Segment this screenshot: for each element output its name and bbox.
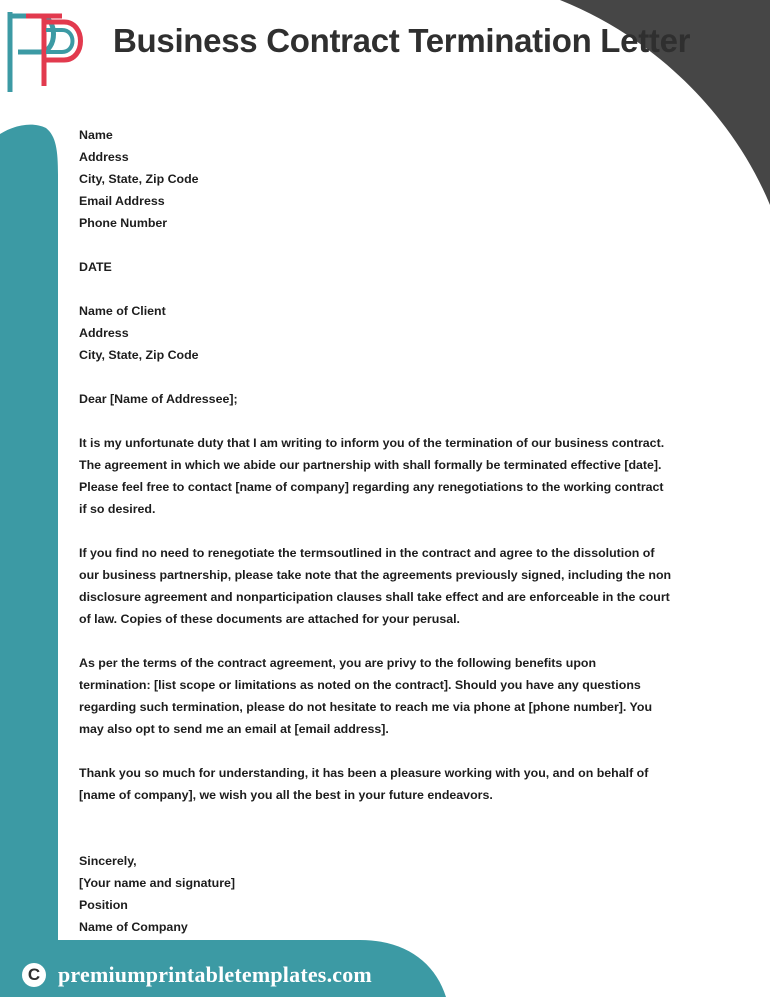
site-link[interactable]: premiumprintabletemplates.com: [58, 962, 372, 987]
paragraph-line: As per the terms of the contract agreement, you are privy to the following benefits upon: [79, 656, 597, 670]
copyright-icon: C: [22, 963, 46, 987]
paragraph-3: [79, 652, 669, 740]
recipient-name: Name of Client: [79, 304, 166, 318]
page-title: Business Contract Termination Letter: [113, 22, 691, 59]
paragraph-line: of law. Copies of these documents are attached for your perusal.: [79, 612, 460, 626]
sender-address: Address: [79, 150, 129, 164]
paragraph-line: It is my unfortunate duty that I am writing to inform you of the termination of our business contract.: [79, 436, 665, 450]
paragraph-line: The agreement in which we abide our partnership with shall formally be terminated effective [date].: [79, 458, 662, 472]
sender-city: City, State, Zip Code: [79, 172, 199, 186]
salutation: Dear [Name of Addressee];: [79, 392, 238, 406]
closing-company: Name of Company: [79, 920, 188, 934]
paragraph-line: regarding such termination, please do not hesitate to reach me via phone at [phone number]. You: [79, 700, 653, 714]
sender-email: Email Address: [79, 194, 165, 208]
closing-sincerely: Sincerely,: [79, 854, 137, 868]
recipient-city: City, State, Zip Code: [79, 348, 199, 362]
paragraph-line: Thank you so much for understanding, it has been a pleasure working with you, and on behalf of: [79, 766, 649, 780]
closing-signature: [Your name and signature]: [79, 876, 236, 890]
pt-monogram-logo-icon: [6, 8, 90, 96]
letter-body: [79, 124, 672, 938]
sender-name: Name: [79, 128, 113, 142]
closing-position: Position: [79, 898, 128, 912]
letter-date: DATE: [79, 260, 112, 274]
recipient-address: Address: [79, 326, 129, 340]
closing-block: [79, 850, 669, 938]
paragraph-line: disclosure agreement and nonparticipation clauses shall take effect and are enforceable in the court: [79, 590, 670, 604]
paragraph-line: Please feel free to contact [name of company] regarding any renegotiations to the working contract: [79, 480, 664, 494]
paragraph-line: may also opt to send me an email at [email address].: [79, 722, 389, 736]
footer: [22, 960, 372, 990]
paragraph-line: If you find no need to renegotiate the termsoutlined in the contract and agree to the dissolution of: [79, 546, 655, 560]
paragraph-line: our business partnership, please take note that the agreements previously signed, including the non: [79, 568, 672, 582]
paragraph-line: [name of company], we wish you all the best in your future endeavors.: [79, 788, 493, 802]
sender-block: [79, 124, 669, 234]
paragraph-1: [79, 432, 669, 520]
recipient-block: [79, 300, 669, 366]
paragraph-2: [79, 542, 672, 630]
paragraph-line: termination: [list scope or limitations as noted on the contract]. Should you have any questions: [79, 678, 641, 692]
paragraph-4: [79, 762, 669, 806]
sender-phone: Phone Number: [79, 216, 168, 230]
paragraph-line: if so desired.: [79, 502, 156, 516]
